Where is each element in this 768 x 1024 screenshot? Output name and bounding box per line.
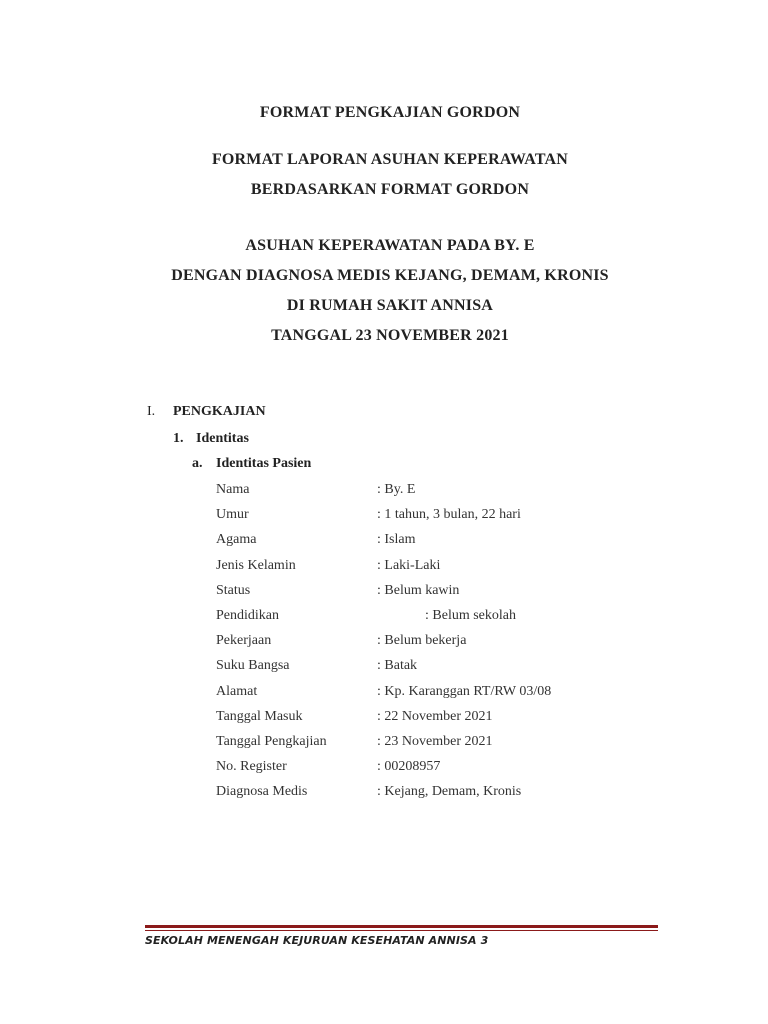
field-label: Suku Bangsa: [216, 658, 290, 674]
field-row-nama: [216, 480, 676, 505]
field-label: Pekerjaan: [216, 633, 272, 649]
field-label: Tanggal Pengkajian: [216, 733, 327, 749]
field-value: : Laki-Laki: [377, 557, 441, 573]
field-value: : By. E: [377, 482, 416, 497]
field-value: : Islam: [377, 532, 416, 548]
field-row-suku-bangsa: [216, 656, 676, 681]
field-label: Tanggal Masuk: [216, 708, 303, 724]
section-number: I.: [147, 404, 156, 419]
field-value: : Belum sekolah: [425, 607, 516, 623]
field-value: : 23 November 2021: [377, 733, 493, 749]
patient-identity-list: [216, 480, 676, 807]
field-row-pekerjaan: [216, 631, 676, 656]
section-heading: PENGKAJIAN: [173, 404, 266, 419]
document-title: FORMAT PENGKAJIAN GORDON: [259, 104, 521, 121]
field-label: Jenis Kelamin: [216, 557, 296, 573]
field-label: Umur: [216, 507, 249, 523]
field-row-pendidikan: [216, 606, 676, 631]
field-row-status: [216, 581, 676, 606]
field-value: : 00208957: [377, 759, 441, 775]
field-label: Status: [216, 582, 251, 598]
field-value: : Belum bekerja: [377, 633, 467, 649]
field-value: : 1 tahun, 3 bulan, 22 hari: [377, 507, 521, 523]
subsection-number: 1.: [173, 431, 184, 446]
subsubsection-number: a.: [192, 456, 203, 471]
field-row-agama: [216, 530, 676, 555]
field-row-tanggal-masuk: [216, 707, 676, 732]
field-label: Nama: [216, 482, 250, 497]
subsubsection-heading: Identitas Pasien: [216, 456, 312, 471]
footer-school-name: SEKOLAH MENENGAH KEJURUAN KESEHATAN ANNISA 3: [145, 934, 489, 947]
footer-divider-thin: [145, 930, 658, 931]
field-row-diagnosa-medis: [216, 782, 676, 807]
field-value: : Batak: [377, 658, 418, 674]
field-row-jenis-kelamin: [216, 556, 676, 581]
care-title-line-2: DENGAN DIAGNOSA MEDIS KEJANG, DEMAM, KRONIS: [171, 267, 609, 284]
field-row-no-register: [216, 757, 676, 782]
field-value: : 22 November 2021: [377, 708, 493, 724]
field-row-umur: [216, 505, 676, 530]
care-title-line-4: TANGGAL 23 NOVEMBER 2021: [271, 327, 509, 344]
field-value: : Kejang, Demam, Kronis: [377, 784, 522, 800]
field-label: No. Register: [216, 759, 287, 775]
care-title-line-1: ASUHAN KEPERAWATAN PADA BY. E: [245, 237, 535, 254]
field-row-alamat: [216, 682, 676, 707]
report-title-line-1: FORMAT LAPORAN ASUHAN KEPERAWATAN: [211, 151, 569, 168]
subsection-heading: Identitas: [196, 431, 249, 446]
field-label: Diagnosa Medis: [216, 784, 308, 800]
field-row-tanggal-pengkajian: [216, 732, 676, 757]
field-label: Alamat: [216, 683, 258, 699]
field-label: Agama: [216, 532, 257, 548]
field-label: Pendidikan: [216, 607, 279, 623]
field-value: : Belum kawin: [377, 582, 460, 598]
footer-divider-thick: [145, 925, 658, 928]
field-value: : Kp. Karanggan RT/RW 03/08: [377, 683, 552, 699]
report-title-line-2: BERDASARKAN FORMAT GORDON: [250, 181, 530, 198]
care-title-line-3: DI RUMAH SAKIT ANNISA: [286, 297, 494, 314]
